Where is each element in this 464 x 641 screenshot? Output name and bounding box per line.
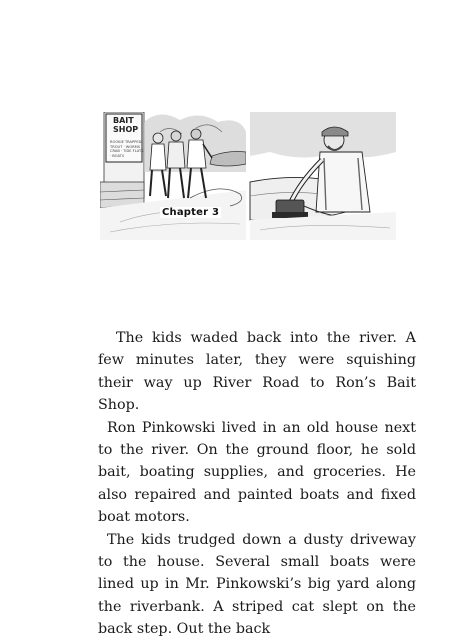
story-text — [98, 327, 416, 641]
paragraph-1: The kids waded back into the river. A few minutes later, they were squishing their way up River Road to Ron’s Bait Shop. — [98, 330, 416, 414]
right-panel-scene — [250, 112, 396, 240]
bait-shop-sign-lines: ROOKIE TRAPPED TROUT · WORMS · CRAB · TIDE FLATS · BOATS — [110, 140, 144, 158]
paragraph-3: The kids trudged down a dusty driveway to the house. Several small boats were lined up in Mr. Pinkowski’s big yard along the riverbank. A striped cat slept on the back step. Out the back — [98, 531, 416, 638]
illustration-drawing — [100, 112, 396, 240]
chapter-illustration — [100, 112, 396, 240]
paragraph-2: Ron Pinkowski lived in an old house next to the river. On the ground floor, he sold bait, boating supplies, and groceries. He also repaired and painted boats and fixed boat motors. — [98, 419, 416, 526]
chapter-label: Chapter 3 — [162, 207, 220, 218]
bait-shop-sign-title: BAIT SHOP — [113, 116, 139, 134]
